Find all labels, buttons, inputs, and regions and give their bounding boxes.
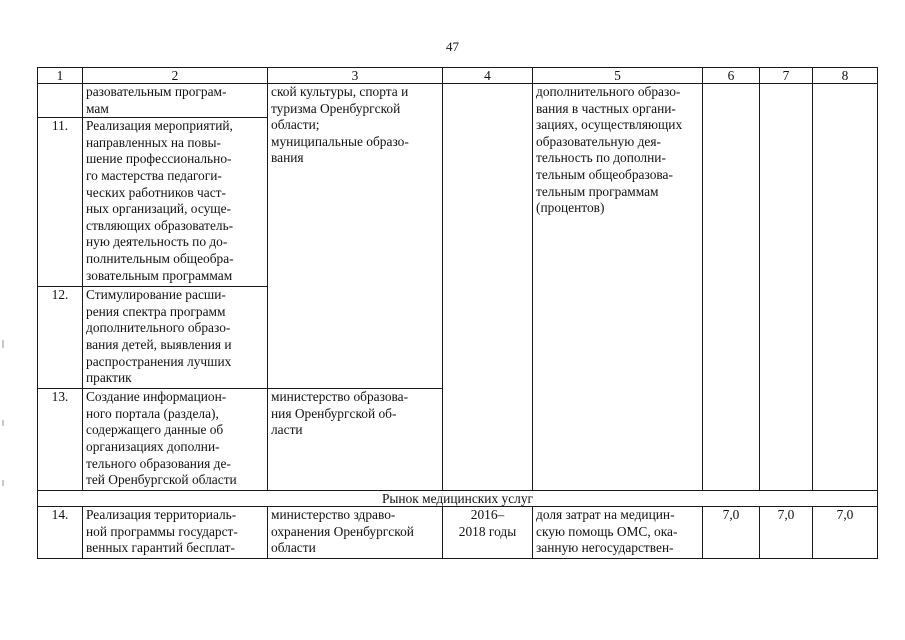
row-number: 13.: [38, 389, 83, 491]
row-number-cell: [38, 84, 83, 118]
value-cell: [703, 84, 760, 491]
value-cell-2017: 7,0: [760, 507, 813, 559]
scan-edge-mark: [2, 480, 4, 486]
row-number: 14.: [38, 507, 83, 559]
measure-cell: Реализация мероприятий, направленных на повы- шение профессионально- го мастерства педагоги- ческих работников част- ных организаций, осуще- ствляющих образователь- ную деятельность по до- полнительным общеобра- зовательным программам: [83, 118, 268, 287]
table-row: [38, 507, 878, 559]
header-cell: 8: [813, 68, 878, 84]
measure-cell: Реализация территориаль- ной программы государст- венных гарантий бесплат-: [83, 507, 268, 559]
section-row: [38, 491, 878, 507]
measure-cell: разовательным програм- мам: [83, 84, 268, 118]
value-cell-2018: 7,0: [813, 507, 878, 559]
period-cell: [443, 84, 533, 491]
responsible-cell: ской культуры, спорта и туризма Оренбургской области; муниципальные образо- вания: [268, 84, 443, 389]
responsible-cell: министерство образова- ния Оренбургской об- ласти: [268, 389, 443, 491]
responsible-cell: министерство здраво- охранения Оренбургской области: [268, 507, 443, 559]
row-number: 12.: [38, 287, 83, 389]
header-cell: 6: [703, 68, 760, 84]
scan-edge-mark: [2, 420, 4, 426]
period-cell: 2016– 2018 годы: [443, 507, 533, 559]
header-cell: 2: [83, 68, 268, 84]
header-cell: 5: [533, 68, 703, 84]
page-number: 47: [446, 39, 459, 54]
header-cell: 4: [443, 68, 533, 84]
header-row: [38, 68, 878, 84]
header-cell: 7: [760, 68, 813, 84]
header-cell: 1: [38, 68, 83, 84]
measure-cell: Стимулирование расши- рения спектра программ дополнительного образо- вания детей, выявления и распространения лучших практик: [83, 287, 268, 389]
scan-edge-mark: [2, 340, 4, 348]
section-title: Рынок медицинских услуг: [38, 491, 878, 507]
value-cell: [760, 84, 813, 491]
program-table: [37, 67, 878, 559]
table-row-continued: [38, 84, 878, 118]
header-cell: 3: [268, 68, 443, 84]
measure-cell: Создание информацион- ного портала (раздела), содержащего данные об организациях дополни- тельного образования де- тей Оренбургской области: [83, 389, 268, 491]
row-number: 11.: [38, 118, 83, 287]
value-cell-2016: 7,0: [703, 507, 760, 559]
value-cell: [813, 84, 878, 491]
indicator-cell: доля затрат на медицин- скую помощь ОМС, ока- занную негосударствен-: [533, 507, 703, 559]
indicator-cell: дополнительного образо- вания в частных органи- зациях, осуществляющих образовательную дея- тельность по дополни- тельным общеобразова- тельным программам (процентов): [533, 84, 703, 491]
